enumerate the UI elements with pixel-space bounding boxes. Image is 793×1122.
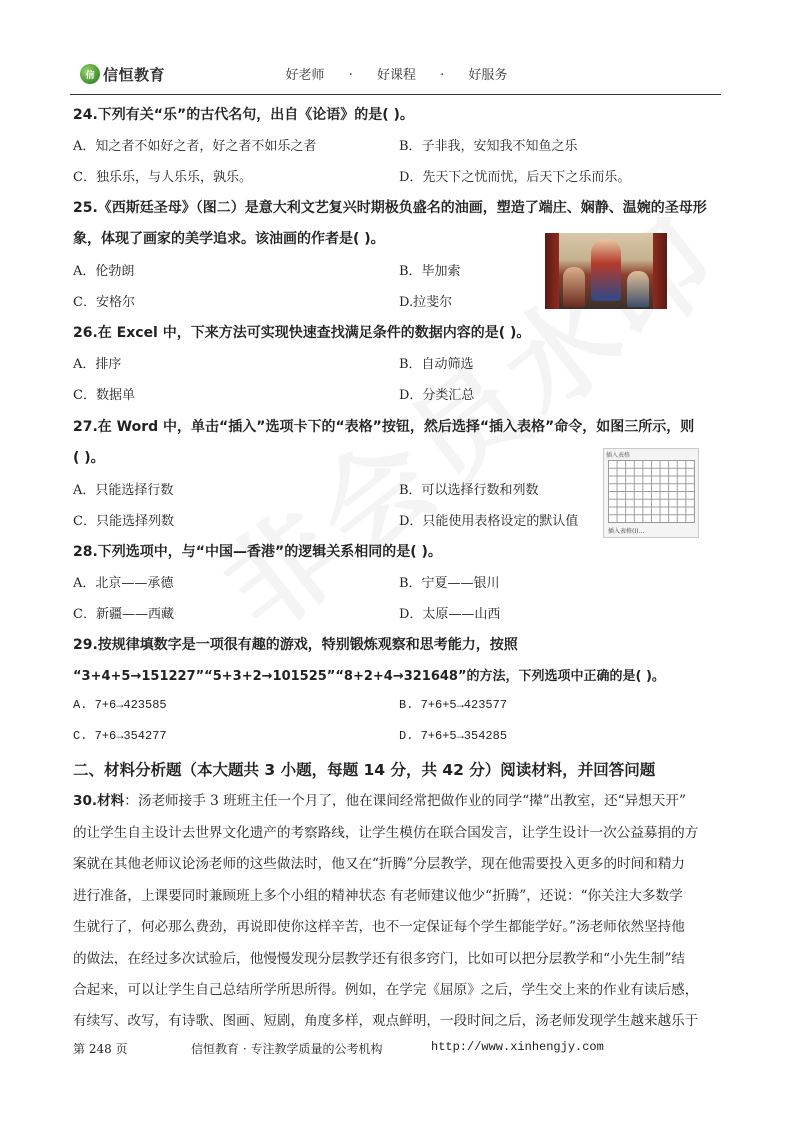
- insert-table-grid: [608, 460, 695, 523]
- insert-table-footer: 插入表格(I)...: [608, 528, 645, 535]
- page-number: 第 248 页: [73, 1042, 128, 1056]
- q30-line: 有续写、改写，有诗歌、图画、短剧，角度多样，观点鲜明，一段时间之后，汤老师发现学生越来越乐于: [73, 1013, 699, 1029]
- slogan-item: 好课程: [376, 68, 416, 83]
- insert-table-title: 插入表格: [606, 452, 631, 459]
- q24-option-a: A．知之者不如好之者，好之者不如乐之者: [73, 139, 317, 154]
- header-divider: [70, 94, 721, 95]
- q30-text: ：汤老师接手 3 班班主任一个月了，他在课间经常把做作业的同学“撵”出教室，还“异想天开”: [124, 793, 686, 809]
- insert-table-figure: [603, 448, 699, 538]
- q26-option-a: A．排序: [73, 357, 122, 372]
- q30-line: 案就在其他老师议论汤老师的这些做法时，他又在“折腾”分层教学，现在他需要投入更多的时间和精力: [73, 856, 686, 872]
- q25-option-d: D.拉斐尔: [399, 295, 453, 310]
- q27-option-c: C．只能选择列数: [73, 514, 174, 529]
- q30-line: 生就行了，何必那么费劲，再说即使你这样辛苦，也不一定保证每个学生都能学好。”汤老师依然坚持他: [73, 919, 685, 935]
- painting-curtain-left: [545, 233, 559, 309]
- painting-saint-left: [563, 267, 585, 307]
- painting-saint-right: [627, 271, 649, 307]
- q29-option-d: D. 7+6+5→354285: [399, 729, 508, 743]
- painting-curtain-right: [653, 233, 667, 309]
- logo-icon: 信: [80, 64, 100, 84]
- q30-line: [73, 789, 686, 809]
- q29-option-a: A. 7+6→423585: [73, 698, 167, 712]
- q29-stem-line1: 29.按规律填数字是一项很有趣的游戏，特别锻炼观察和思考能力，按照: [73, 637, 518, 653]
- q24-option-d: D．先天下之忧而忧，后天下之乐而乐。: [399, 170, 631, 185]
- q24-options-row1: [73, 135, 578, 154]
- footer-url: http://www.xinhengjy.com: [431, 1040, 604, 1054]
- q25-stem-line1: 25.《西斯廷圣母》（图二）是意大利文艺复兴时期极负盛名的油画，塑造了端庄、娴静、温婉的圣母形: [73, 200, 707, 216]
- slogan-item: 好服务: [468, 68, 508, 83]
- q28-stem: 28.下列选项中，与“中国—香港”的逻辑关系相同的是( )。: [73, 544, 442, 560]
- q29-options-row2: [73, 729, 508, 743]
- q26-options-row2: [73, 384, 475, 403]
- q29-option-c: C. 7+6→354277: [73, 729, 167, 743]
- slogan-separator: ·: [348, 68, 353, 83]
- q29-options-row1: [73, 698, 508, 712]
- painting-madonna-figure: [591, 239, 621, 301]
- header-slogan: [0, 64, 793, 83]
- q27-stem-line1: 27.在 Word 中，单击“插入”选项卡下的“表格”按钮，然后选择“插入表格”命令，如图三所示，则: [73, 419, 695, 435]
- q26-options-row1: [73, 353, 474, 372]
- q27-option-d: D．只能使用表格设定的默认值: [399, 514, 579, 529]
- q28-option-c: C．新疆——西藏: [73, 607, 174, 622]
- q30-line: 进行准备，上课要同时兼顾班上多个小组的精神状态 有老师建议他少“折腾”，还说：“你关注大多数学: [73, 888, 683, 904]
- q25-option-b: B．毕加索: [399, 264, 461, 279]
- q26-option-c: C．数据单: [73, 388, 135, 403]
- q27-stem-line2: ( )。: [73, 450, 105, 466]
- q24-options-row2: [73, 166, 631, 185]
- q26-option-b: B．自动筛选: [399, 357, 474, 372]
- q25-option-a: A．伦勃朗: [73, 264, 135, 279]
- q24-stem: 24.下列有关“乐”的古代名句，出自《论语》的是( )。: [73, 107, 414, 123]
- sistine-madonna-painting: [545, 233, 667, 309]
- q27-options-row1: [73, 479, 539, 498]
- q30-line: 合起来，可以让学生自己总结所学所思所得。例如，在学完《屈原》之后，学生交上来的作业有读后感，: [73, 982, 699, 998]
- q27-options-row2: [73, 510, 579, 529]
- q28-options-row1: [73, 572, 500, 591]
- footer-org: 信恒教育 · 专注教学质量的公考机构: [191, 1042, 383, 1056]
- q27-option-a: A．只能选择行数: [73, 483, 174, 498]
- q26-option-d: D．分类汇总: [399, 388, 475, 403]
- q24-option-b: B．子非我，安知我不知鱼之乐: [399, 139, 578, 154]
- section2-heading: 二、材料分析题（本大题共 3 小题，每题 14 分，共 42 分）阅读材料，并回答问题: [73, 761, 656, 779]
- q26-stem: 26.在 Excel 中，下来方法可实现快速查找满足条件的数据内容的是( )。: [73, 325, 531, 341]
- q27-option-b: B．可以选择行数和列数: [399, 483, 539, 498]
- q28-options-row2: [73, 603, 501, 622]
- q25-options-row1: [73, 260, 461, 279]
- q29-stem-line2: “3+4+5→151227”“5+3+2→101525”“8+2+4→321648”的方法，下列选项中正确的是( )。: [73, 669, 665, 684]
- q25-option-c: C．安格尔: [73, 295, 135, 310]
- q30-line: 的做法，在经过多次试验后，他慢慢发现分层教学还有很多窍门，比如可以把分层教学和“小先生制”结: [73, 951, 686, 967]
- q30-label: 30.材料: [73, 793, 125, 809]
- q25-options-row2: [73, 291, 453, 310]
- q28-option-d: D．太原——山西: [399, 607, 501, 622]
- slogan-item: 好老师: [285, 68, 325, 83]
- q28-option-a: A．北京——承德: [73, 576, 174, 591]
- q28-option-b: B．宁夏——银川: [399, 576, 500, 591]
- q25-stem-line2: 象，体现了画家的美学追求。该油画的作者是( )。: [73, 231, 385, 247]
- q24-option-c: C．独乐乐，与人乐乐，孰乐。: [73, 170, 252, 185]
- slogan-separator: ·: [440, 68, 445, 83]
- q29-option-b: B. 7+6+5→423577: [399, 698, 508, 712]
- q30-line: 的让学生自主设计去世界文化遗产的考察路线，让学生模仿在联合国发言，让学生设计一次公益募捐的方: [73, 825, 699, 841]
- logo-text: 信恒教育: [103, 65, 166, 84]
